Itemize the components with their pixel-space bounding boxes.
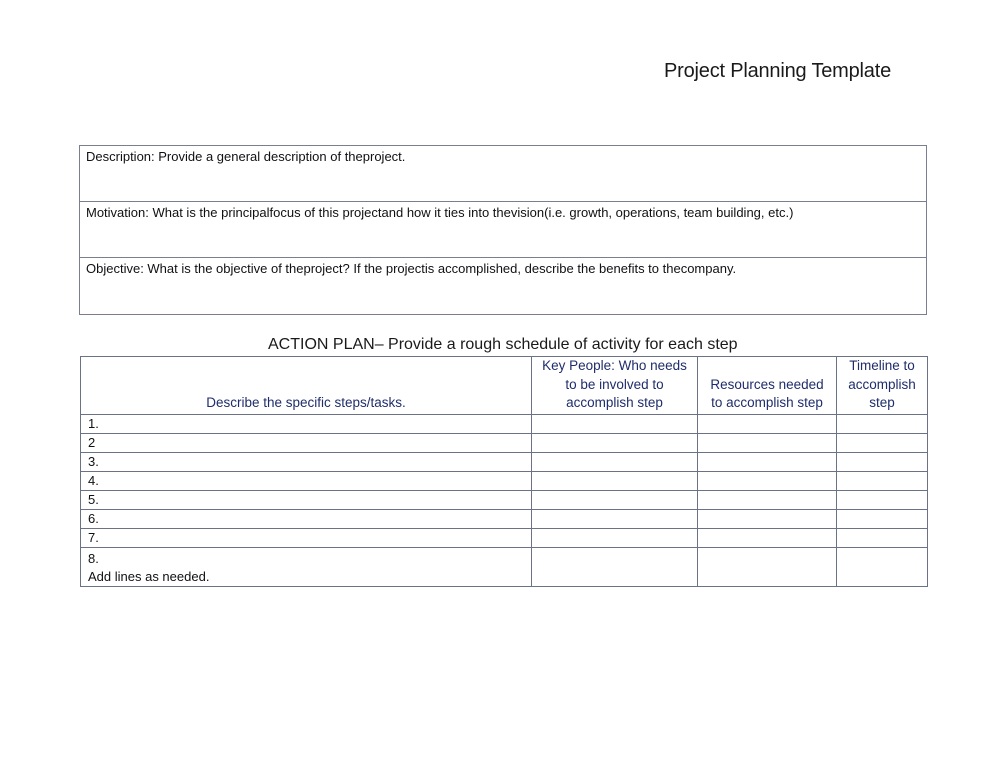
resources-header-line: Resources needed <box>710 376 824 392</box>
step-cell[interactable]: 7. <box>81 528 532 547</box>
timeline-cell[interactable] <box>837 490 928 509</box>
step-cell[interactable] <box>81 547 532 586</box>
motivation-field[interactable]: Motivation: What is the principalfocus of this projectand how it ties into thevision(i.e. growth, operations, team building, etc.) <box>80 202 926 258</box>
resources-cell[interactable] <box>698 471 837 490</box>
page-title: Project Planning Template <box>664 60 891 82</box>
step-cell[interactable]: 2 <box>81 433 532 452</box>
resources-cell[interactable] <box>698 452 837 471</box>
action-plan-title: ACTION PLAN– Provide a rough schedule of activity for each step <box>268 336 738 353</box>
table-row <box>81 414 928 433</box>
timeline-header-line: Timeline to <box>849 358 915 373</box>
key-people-cell[interactable] <box>532 490 698 509</box>
resources-header-line: to accomplish step <box>711 395 823 410</box>
objective-field[interactable]: Objective: What is the objective of theproject? If the projectis accomplished, describe the benefits to thecompany. <box>86 261 737 276</box>
resources-cell[interactable] <box>698 414 837 433</box>
table-row <box>81 433 928 452</box>
table-row <box>81 509 928 528</box>
step-cell[interactable]: 5. <box>81 490 532 509</box>
table-row <box>81 490 928 509</box>
table-row <box>81 471 928 490</box>
key-people-cell[interactable] <box>532 433 698 452</box>
key-people-cell[interactable] <box>532 528 698 547</box>
timeline-cell[interactable] <box>837 452 928 471</box>
key-people-header-line: Key People: Who needs <box>542 358 687 373</box>
step-cell[interactable]: 4. <box>81 471 532 490</box>
resources-column-header <box>698 357 837 415</box>
key-people-header-line: accomplish step <box>566 395 663 410</box>
timeline-cell[interactable] <box>837 471 928 490</box>
table-row <box>81 528 928 547</box>
table-row <box>81 547 928 586</box>
timeline-header-line: step <box>869 395 895 410</box>
timeline-cell[interactable] <box>837 414 928 433</box>
resources-cell[interactable] <box>698 433 837 452</box>
timeline-header-line: accomplish <box>848 376 916 392</box>
table-header-row <box>81 357 928 415</box>
key-people-cell[interactable] <box>532 471 698 490</box>
steps-column-header <box>81 357 532 415</box>
project-info-box <box>79 145 927 315</box>
resources-cell[interactable] <box>698 509 837 528</box>
timeline-cell[interactable] <box>837 509 928 528</box>
timeline-cell[interactable] <box>837 547 928 586</box>
key-people-cell[interactable] <box>532 547 698 586</box>
timeline-cell[interactable] <box>837 528 928 547</box>
step-cell[interactable]: 6. <box>81 509 532 528</box>
description-field[interactable]: Description: Provide a general description of theproject. <box>80 146 926 202</box>
timeline-cell[interactable] <box>837 433 928 452</box>
key-people-cell[interactable] <box>532 452 698 471</box>
table-row <box>81 452 928 471</box>
resources-cell[interactable] <box>698 528 837 547</box>
resources-cell[interactable] <box>698 547 837 586</box>
key-people-cell[interactable] <box>532 414 698 433</box>
key-people-column-header <box>532 357 698 415</box>
key-people-header-line: to be involved to <box>565 376 664 392</box>
action-plan-table <box>80 356 928 587</box>
step-cell[interactable]: 3. <box>81 452 532 471</box>
step-cell[interactable]: 1. <box>81 414 532 433</box>
add-lines-note: Add lines as needed. <box>88 568 210 584</box>
resources-cell[interactable] <box>698 490 837 509</box>
timeline-column-header <box>837 357 928 415</box>
steps-header-text: Describe the specific steps/tasks. <box>206 395 406 410</box>
key-people-cell[interactable] <box>532 509 698 528</box>
step-number: 8. <box>88 550 99 566</box>
